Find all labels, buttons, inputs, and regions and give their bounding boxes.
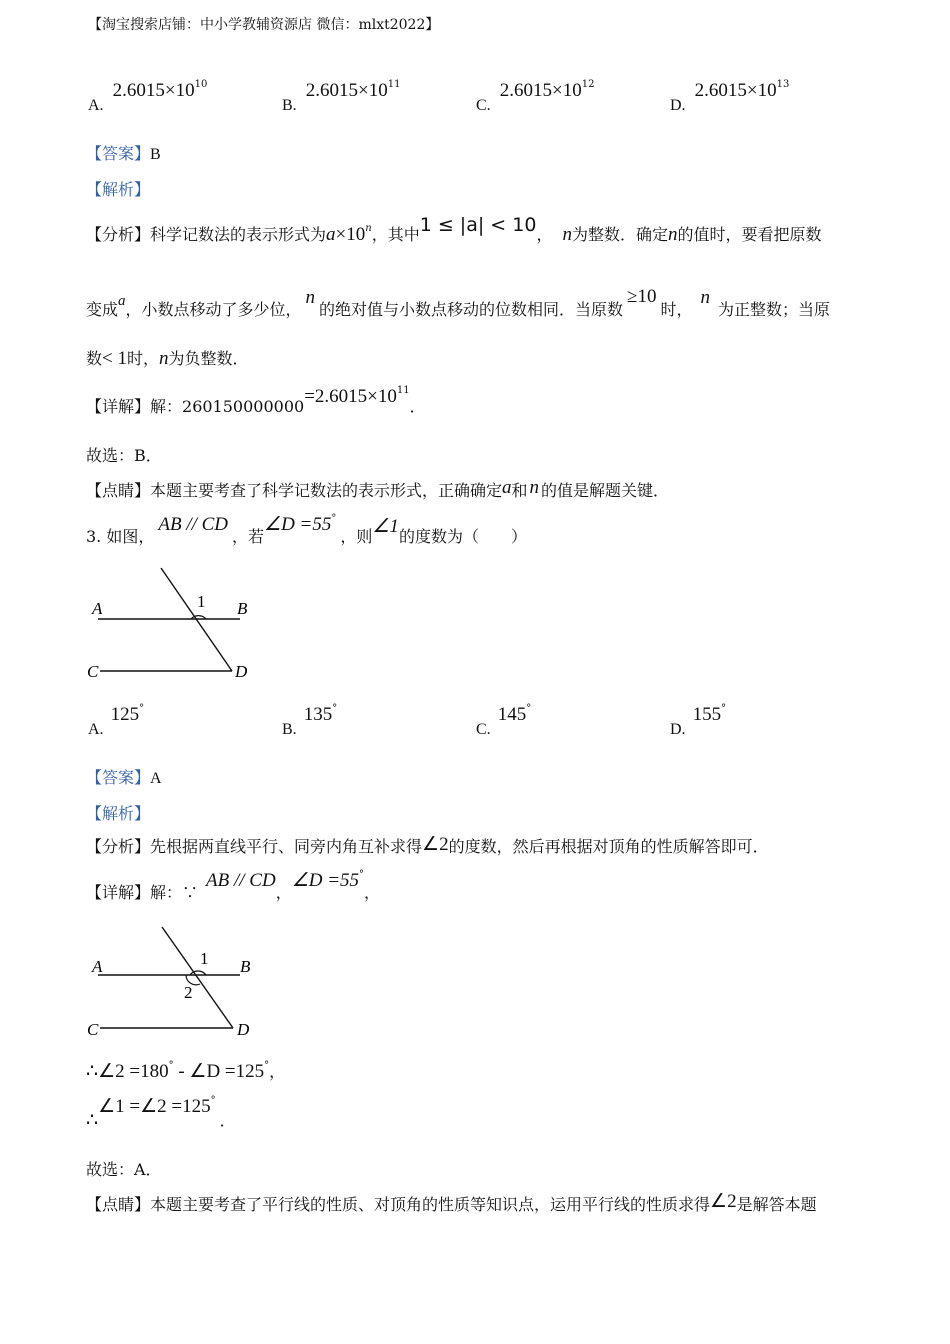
q2-detail: 【详解】解：$260150000000=2.6015\times 10^{11}$． [86,385,426,416]
abs-condition: 1 ≤ |a| < 10 [419,214,537,236]
q2-analysis-heading: 【解析】 [86,180,151,199]
q2-fenxi-line3: 数< 1时，n为负整数． [86,348,249,369]
q3-answer: 【答案】A [86,768,162,787]
q2-option-b[interactable]: B. $2.6015\times 10^{11}$ [282,79,401,114]
q3-step1: ∴∠2 =180° - ∠D =125°， [86,1060,286,1082]
q2-choice: 故选：B． [86,446,162,465]
q2-option-d[interactable]: D. $2.6015\times 10^{13}$ [670,79,790,114]
q3-option-d[interactable]: D. 155° [670,703,727,738]
q3-option-c[interactable]: C. 145° [476,703,532,738]
q3-choice: 故选：A． [86,1160,162,1179]
q3-stem: 3. 如图，AB // CD，若∠D =55°，则∠1的度数为（ ） [86,513,527,546]
q3-fenxi: 【分析】先根据两直线平行、同旁内角互补求得∠2的度数，然后再根据对顶角的性质解答即可． [86,834,769,856]
label-a: A [92,599,103,618]
q3-step2: ∴∠1 =∠2 =125°． [86,1095,236,1131]
q2-fenxi-line2: 变成a，小数点移动了多少位，n的绝对值与小数点移动的位数相同．当原数≥10时，n为正整数；当原 [86,286,831,319]
label-b: B [240,957,251,976]
transversal [162,927,233,1028]
q2-option-a[interactable]: A. $2.6015\times 10^{10}$ [88,79,208,114]
q3-option-a[interactable]: A. 125° [88,703,145,738]
label-a: A [92,957,103,976]
label-c: C [87,1020,99,1039]
label-d: D [237,1020,250,1039]
q3-detail-figure [80,922,280,1047]
q2-answer: 【答案】B [86,144,161,163]
q2-dianjing: 【点睛】本题主要考查了科学记数法的表示形式，正确确定a和 n 的值是解题关键． [86,477,670,500]
q2-fenxi-line1: 【分析】科学记数法的表示形式为$a\times 10^n$，其中1 ≤ |a| < 10， n为整数．确定n的值时，要看把原数 [86,214,822,245]
q3-dianjing: 【点睛】本题主要考查了平行线的性质、对顶角的性质等知识点，运用平行线的性质求得∠2是解答本题 [86,1191,817,1214]
q2-option-c[interactable]: C. $2.6015\times 10^{12}$ [476,79,595,114]
label-c: C [87,662,99,681]
label-1: 1 [200,949,209,968]
label-d: D [235,662,248,681]
q3-detail: 【详解】解：∵AB // CD，∠D =55°， [86,869,381,902]
page-header: 【淘宝搜索店铺：中小学教辅资源店 微信：mlxt2022】 [88,17,440,33]
label-2: 2 [184,983,193,1002]
label-b: B [237,599,248,618]
q3-figure [80,562,280,687]
label-1: 1 [197,592,206,611]
q3-analysis-heading: 【解析】 [86,804,151,823]
q3-option-b[interactable]: B. 135° [282,703,338,738]
